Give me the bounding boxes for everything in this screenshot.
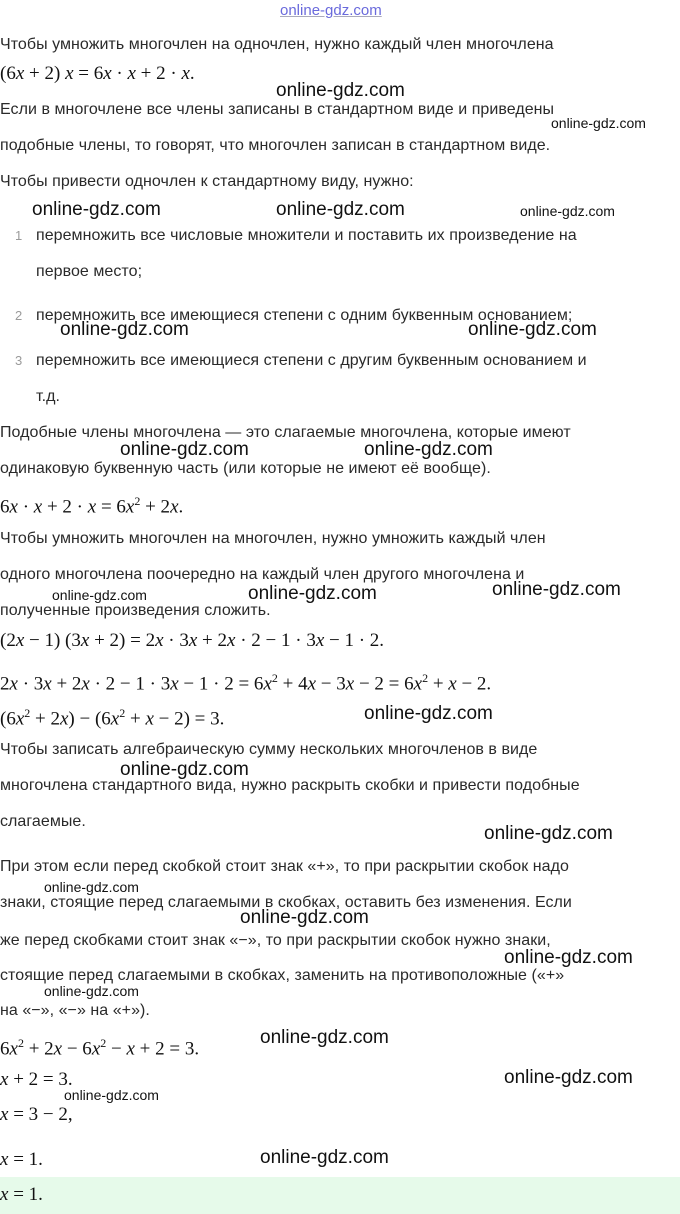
text-brackets-rule-2: знаки, стоящие перед слагаемыми в скобках, оставить без изменения. Если: [0, 894, 572, 911]
text-brackets-rule-3: же перед скобками стоит знак «−», то при раскрытии скобок нужно знаки,: [0, 932, 551, 949]
list-number-3: 3: [15, 353, 23, 368]
watermark: online-gdz.com: [44, 983, 139, 999]
list-number-1: 1: [15, 228, 23, 243]
list-item-2-line-1: перемножить все имеющиеся степени с одним буквенным основанием;: [36, 307, 573, 324]
answer-box: [0, 1177, 680, 1214]
formula-2: $6x \cdot x + 2 \cdot x = 6x^2 + 2x$.: [0, 494, 184, 518]
list-item-3-line-1: перемножить все имеющиеся степени с другим буквенным основанием и: [36, 352, 587, 369]
watermark: online-gdz.com: [504, 947, 633, 968]
watermark: online-gdz.com: [120, 439, 249, 460]
text-multiply-polynomials-2: одного многочлена поочередно на каждый член другого многочлена и: [0, 566, 525, 583]
formula-7: x + 2 = 3.: [0, 1069, 73, 1090]
watermark: online-gdz.com: [44, 879, 139, 895]
watermark: online-gdz.com: [484, 823, 613, 844]
text-standard-form-2: подобные члены, то говорят, что многочлен записан в стандартном виде.: [0, 137, 551, 154]
watermark: online-gdz.com: [276, 80, 405, 101]
watermark: online-gdz.com: [364, 439, 493, 460]
text-monomial-standard: Чтобы привести одночлен к стандартному виду, нужно:: [0, 173, 414, 190]
formula-4: $2x \cdot 3x + 2x \cdot 2 - 1 \cdot 3x - 1 \cdot 2 = 6x^2 + 4x - 3x - 2 = 6x^2 + x - 2$.: [0, 671, 492, 695]
formula-6: $6x^2 + 2x - 6x^2 - x + 2 = 3$.: [0, 1036, 200, 1060]
watermark: online-gdz.com: [32, 199, 161, 220]
formula-1: (6x + 2) x = 6x · x + 2 · x.: [0, 63, 195, 84]
list-number-2: 2: [15, 308, 23, 323]
watermark: online-gdz.com: [504, 1067, 633, 1088]
text-brackets-rule-1: При этом если перед скобкой стоит знак «+», то при раскрытии скобок надо: [0, 858, 569, 875]
formula-8: x = 3 − 2,: [0, 1104, 73, 1125]
text-algebraic-sum-3: слагаемые.: [0, 813, 86, 830]
watermark: online-gdz.com: [64, 1087, 159, 1103]
text-brackets-rule-5: на «−», «−» на «+»).: [0, 1002, 150, 1019]
watermark: online-gdz.com: [120, 759, 249, 780]
watermark: online-gdz.com: [520, 203, 615, 219]
text-standard-form-1: Если в многочлене все члены записаны в стандартном виде и приведены: [0, 101, 555, 118]
watermark: online-gdz.com: [468, 319, 597, 340]
answer-formula: x = 1.: [0, 1184, 43, 1205]
watermark: online-gdz.com: [260, 1147, 389, 1168]
watermark: online-gdz.com: [492, 579, 621, 600]
list-item-3-line-2: т.д.: [36, 388, 60, 405]
text-like-terms-1: Подобные члены многочлена — это слагаемые многочлена, которые имеют: [0, 424, 571, 441]
watermark: online-gdz.com: [551, 115, 646, 131]
text-algebraic-sum-2: многочлена стандартного вида, нужно раскрыть скобки и привести подобные: [0, 777, 580, 794]
watermark: online-gdz.com: [260, 1027, 389, 1048]
watermark: online-gdz.com: [60, 319, 189, 340]
text-algebraic-sum-1: Чтобы записать алгебраическую сумму нескольких многочленов в виде: [0, 741, 538, 758]
list-item-1-line-1: перемножить все числовые множители и поставить их произведение на: [36, 227, 577, 244]
watermark: online-gdz.com: [240, 907, 369, 928]
text-multiply-by-monomial: Чтобы умножить многочлен на одночлен, нужно каждый член многочлена: [0, 36, 554, 53]
text-multiply-polynomials-1: Чтобы умножить многочлен на многочлен, нужно умножить каждый член: [0, 530, 546, 547]
formula-3: (2x − 1) (3x + 2) = 2x · 3x + 2x · 2 − 1 · 3x − 1 · 2.: [0, 630, 385, 651]
watermark: online-gdz.com: [364, 703, 493, 724]
watermark: online-gdz.com: [276, 199, 405, 220]
text-multiply-polynomials-3: полученные произведения сложить.: [0, 602, 271, 619]
text-brackets-rule-4: стоящие перед слагаемыми в скобках, заменить на противоположные («+»: [0, 967, 565, 984]
watermark-top[interactable]: online-gdz.com: [280, 2, 382, 19]
watermark: online-gdz.com: [52, 587, 147, 603]
list-item-1-line-2: первое место;: [36, 263, 143, 280]
formula-5: $(6x^2 + 2x) - (6x^2 + x - 2) = 3$.: [0, 706, 225, 730]
formula-9: x = 1.: [0, 1149, 43, 1170]
text-like-terms-2: одинаковую буквенную часть (или которые не имеют её вообще).: [0, 460, 491, 477]
watermark: online-gdz.com: [248, 583, 377, 604]
